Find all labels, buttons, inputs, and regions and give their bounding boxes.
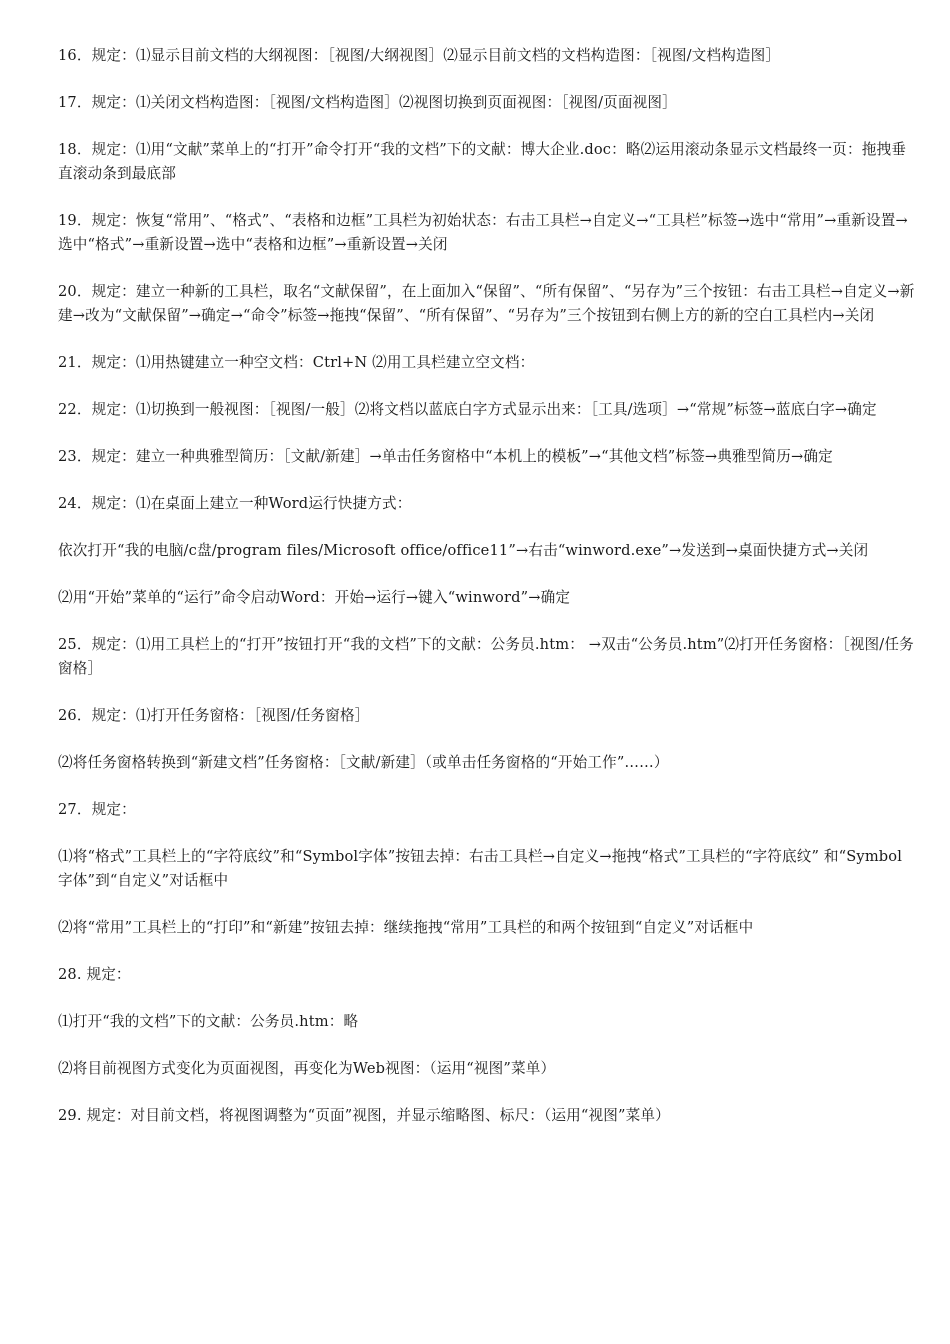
paragraph-21: 21．规定：⑴用热键建立一种空文档：Ctrl+N ⑵用工具栏建立空文档：	[58, 354, 535, 371]
paragraph-24: 24．规定：⑴在桌面上建立一种Word运行快捷方式：	[58, 495, 412, 512]
paragraph-28-part1: ⑴打开“我的文档”下的文献：公务员.htm：略	[58, 1013, 359, 1030]
paragraph-27-part2: ⑵将“常用”工具栏上的“打印”和“新建”按钮去掉：继续拖拽“常用”工具栏的和两个按钮到“自定义”对话框中	[58, 919, 754, 936]
paragraph-25: 25．规定：⑴用工具栏上的“打开”按钮打开“我的文档”下的文献：公务员.htm： →双击“公务员.htm”⑵打开任务窗格：［视图/任务窗格］	[58, 636, 914, 677]
paragraph-27: 27．规定：	[58, 801, 136, 818]
paragraph-28: 28. 规定：	[58, 966, 131, 983]
paragraph-16: 16．规定：⑴显示目前文档的大纲视图：［视图/大纲视图］⑵显示目前文档的文档构造图：［视图/文档构造图］	[58, 47, 781, 64]
paragraph-27-part1: ⑴将“格式”工具栏上的“字符底纹”和“Symbol字体”按钮去掉：右击工具栏→自定义→拖拽“格式”工具栏的“字符底纹” 和“Symbol字体”到“自定义”对话框中	[58, 848, 903, 889]
paragraph-19: 19．规定：恢复“常用”、“格式”、“表格和边框”工具栏为初始状态：右击工具栏→自定义→“工具栏”标签→选中“常用”→重新设置→选中“格式”→重新设置→选中“表格和边框”→重新设置→关闭	[58, 212, 908, 253]
paragraph-18: 18．规定：⑴用“文献”菜单上的“打开”命令打开“我的文档”下的文献：博大企业.doc：略⑵运用滚动条显示文档最终一页：拖拽垂直滚动条到最底部	[58, 141, 907, 182]
paragraph-29: 29. 规定：对目前文档，将视图调整为“页面”视图，并显示缩略图、标尺：（运用“视图”菜单）	[58, 1107, 670, 1124]
paragraph-26: 26．规定：⑴打开任务窗格：［视图/任务窗格］	[58, 707, 370, 724]
paragraph-24-steps: 依次打开“我的电脑/c盘/program files/Microsoft office/office11”→右击“winword.exe”→发送到→桌面快捷方式→关闭	[58, 542, 869, 559]
paragraph-17: 17．规定：⑴关闭文档构造图：［视图/文档构造图］⑵视图切换到页面视图：［视图/页面视图］	[58, 94, 677, 111]
paragraph-20: 20．规定：建立一种新的工具栏，取名“文献保留”，在上面加入“保留”、“所有保留”、“另存为”三个按钮：右击工具栏→自定义→新建→改为“文献保留”→确定→“命令”标签→拖拽“保留”、“所有保留”、“另存为”三个按钮到右侧上方的新的空白工具栏内→关闭	[58, 283, 915, 324]
paragraph-26-part2: ⑵将任务窗格转换到“新建文档”任务窗格：［文献/新建］（或单击任务窗格的“开始工作”……）	[58, 754, 669, 771]
document-page	[58, 44, 916, 1151]
paragraph-23: 23．规定：建立一种典雅型简历：［文献/新建］→单击任务窗格中“本机上的模板”→“其他文档”标签→典雅型简历→确定	[58, 448, 833, 465]
paragraph-22: 22．规定：⑴切换到一般视图：［视图/一般］⑵将文档以蓝底白字方式显示出来：［工具/选项］→“常规”标签→蓝底白字→确定	[58, 401, 877, 418]
paragraph-24-part2: ⑵用“开始”菜单的“运行”命令启动Word：开始→运行→键入“winword”→确定	[58, 589, 571, 606]
paragraph-28-part2: ⑵将目前视图方式变化为页面视图，再变化为Web视图：（运用“视图”菜单）	[58, 1060, 556, 1077]
